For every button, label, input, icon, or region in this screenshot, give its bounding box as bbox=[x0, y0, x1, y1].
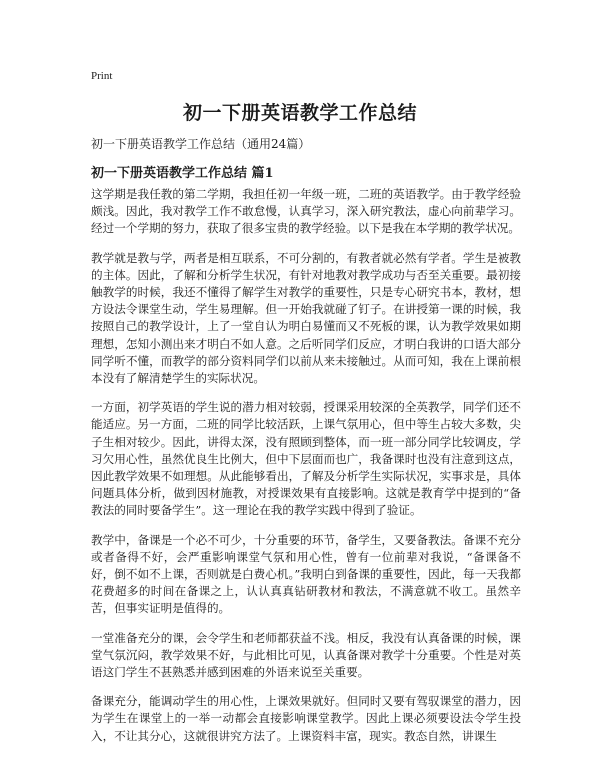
document-body bbox=[91, 186, 521, 757]
paragraph: 教学中，备课是一个必不可少，十分重要的环节，备学生，又要备教法。备课不充分或者备得不好，会严重影响课堂气氛和用心性，曾有一位前辈对我说，“备课备不好，倒不如不上课，否则就是白费心机。”我明白到备课的重要性，因此，每一天我都花费超多的时间在备课之上，认认真真钻研教材和教法，不满意就不收工。虽然辛苦，但事实证明是值得的。 bbox=[91, 532, 521, 616]
print-label[interactable]: Print bbox=[91, 70, 113, 82]
paragraph: 教学就是教与学，两者是相互联系，不可分割的，有教者就必然有学者。学生是被教的主体。因此，了解和分析学生状况，有针对地教对教学成功与否至关重要。最初接触教学的时候，我还不懂得了解学生对教学的重要性，只是专心研究书本，教材，想方设法令课堂生动，学生易理解。但一开始我就碰了钉子。在讲授第一课的时候，我按照自己的教学设计，上了一堂自认为明白易懂而又不死板的课，认为教学效果如期理想，怎知小测出来才明白不如人意。之后听同学们反应，才明白我讲的口语大部分同学听不懂，而教学的部分资料同学们以前从来未接触过。从而可知，我在上课前根本没有了解清楚学生的实际状况。 bbox=[91, 250, 521, 386]
page-title: 初一下册英语教学工作总结 bbox=[182, 102, 417, 124]
paragraph: 一方面，初学英语的学生说的潜力相对较弱，授课采用较深的全英教学，同学们还不能适应。另一方面，二班的同学比较活跃，上课气氛用心，但中等生占较大多数，尖子生相对较少。因此，讲得太深，没有照顾到整体，而一班一部分同学比较调皮，学习欠用心性，虽然优良生比例大，但中下层面而也广，我备课时也没有注意到这点，因此教学效果不如理想。从此能够看出，了解及分析学生实际状况，实事求是，具体问题具体分析，做到因材施教，对授课效果有直接影响。这就是教育学中提到的“备教法的同时要备学生”。这一理论在我的教学实践中得到了验证。 bbox=[91, 400, 521, 518]
paragraph: 这学期是我任教的第二学期，我担任初一年级一班，二班的英语教学。由于教学经验颇浅。因此，我对教学工作不敢怠慢，认真学习，深入研究教法，虚心向前辈学习。经过一个学期的努力，获取了很多宝贵的教学经验。以下是我在本学期的教学状况。 bbox=[91, 187, 521, 236]
paragraph: 一堂准备充分的课，会令学生和老师都获益不浅。相反，我没有认真备课的时候，课堂气氛沉闷，教学效果不好，与此相比可见，认真备课对教学十分重要。个性是对英语这门学生不甚熟悉并感到困难的外语来说至关重要。 bbox=[91, 630, 521, 680]
paragraph: 备课充分，能调动学生的用心性，上课效果就好。但同时又要有驾驭课堂的潜力，因为学生在课堂上的一举一动都会直接影响课堂教学。因此上课必须要设法令学生投入，不让其分心，这就很讲究方法了。上课资料丰富，现实。教态自然，讲课生 bbox=[91, 694, 521, 743]
document-subtitle: 初一下册英语教学工作总结（通用24篇） bbox=[91, 137, 311, 151]
section-heading: 初一下册英语教学工作总结 篇1 bbox=[91, 166, 274, 181]
